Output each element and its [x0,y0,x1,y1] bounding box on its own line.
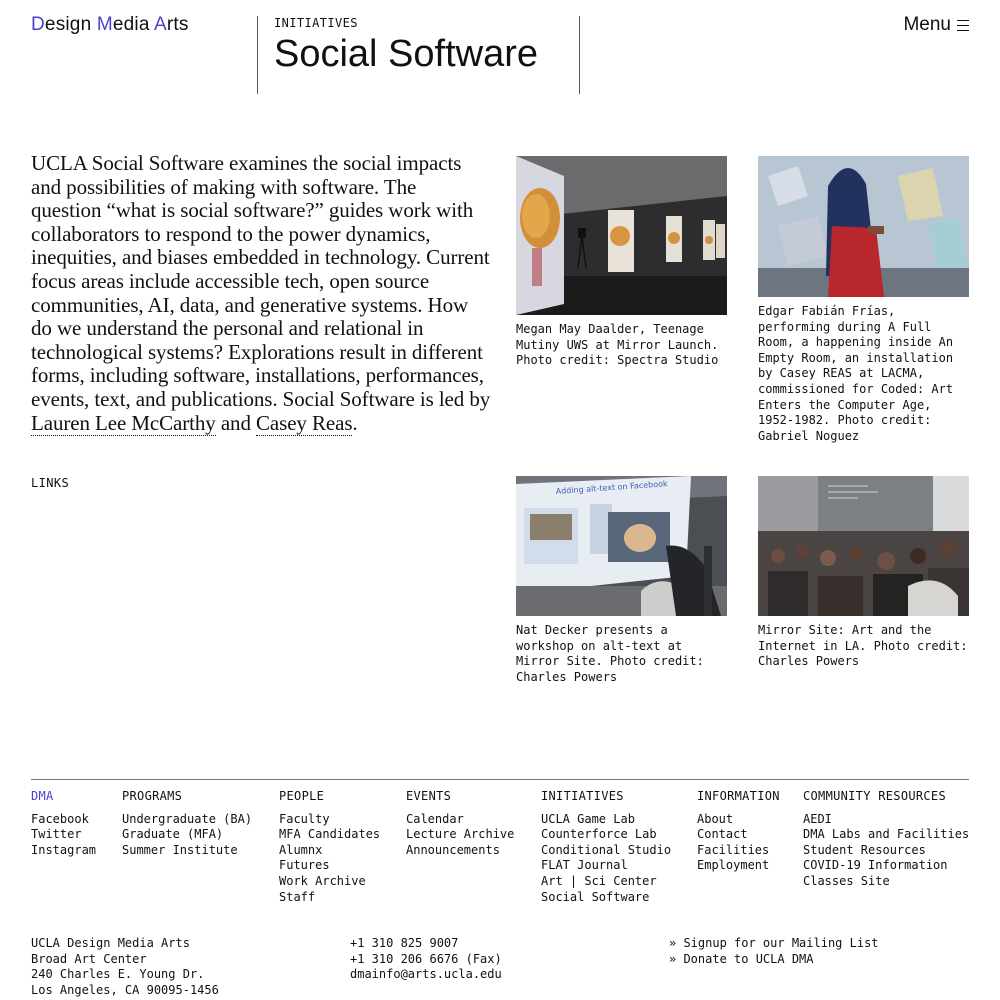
footer-heading-people[interactable]: PEOPLE [279,789,325,803]
footer-divider [31,779,969,780]
photo-mirror-site[interactable] [758,476,969,616]
footer-contact [350,936,502,983]
footer-link-dma-labs[interactable]: DMA Labs and Facilities [803,827,970,842]
footer-link-alumnx[interactable]: Alumnx [279,842,323,857]
footer-col-events [406,789,514,858]
address-line: Broad Art Center [31,951,147,966]
figure-full-room [758,156,969,444]
logo-letter-m: M [96,14,113,35]
footer-heading-dma[interactable]: DMA [31,789,54,803]
phone-number[interactable]: +1 310 825 9007 [350,936,459,950]
footer-link-employment[interactable]: Employment [697,858,770,873]
header-divider-right [579,16,580,94]
footer-link-summer-institute[interactable]: Summer Institute [122,842,238,857]
links-heading: LINKS [31,476,70,490]
footer-link-game-lab[interactable]: UCLA Game Lab [541,811,635,826]
address-line: Los Angeles, CA 90095-1456 [31,982,219,997]
footer-link-lecture-archive[interactable]: Lecture Archive [406,827,515,842]
footer-link-announcements[interactable]: Announcements [406,842,500,857]
section-kicker: INITIATIVES [274,16,358,30]
footer-col-programs [122,789,252,858]
address-line: UCLA Design Media Arts [31,936,190,950]
footer-col-information [697,789,780,874]
site-logo[interactable] [31,14,189,36]
address-line: 240 Charles E. Young Dr. [31,967,205,982]
footer-link-instagram[interactable]: Instagram [31,842,97,857]
footer-link-art-sci-center[interactable]: Art | Sci Center [541,873,657,888]
link-casey-reas[interactable]: Casey Reas [256,410,353,435]
caption-mirror-site: Mirror Site: Art and the Internet in LA. Photo credit: Charles Powers [758,623,968,669]
footer-col-community-resources [803,789,969,890]
footer-link-calendar[interactable]: Calendar [406,811,464,826]
menu-button[interactable] [903,14,969,36]
footer-link-counterforce-lab[interactable]: Counterforce Lab [541,827,657,842]
caption-alt-text-workshop: Nat Decker presents a workshop on alt-text at Mirror Site. Photo credit: Charles Powers [516,623,704,684]
footer-link-about[interactable]: About [697,811,734,826]
logo-text-rts: rts [166,14,189,35]
caption-teenage-mutiny: Megan May Daalder, Teenage Mutiny UWS at Mirror Launch. Photo credit: Spectra Studio [516,322,719,368]
email-link[interactable]: dmainfo@arts.ucla.edu [350,967,502,982]
footer-address [31,936,219,998]
footer-heading-information[interactable]: INFORMATION [697,789,780,803]
footer-link-faculty[interactable]: Faculty [279,811,330,826]
footer-link-aedi[interactable]: AEDI [803,811,832,826]
intro-paragraph [31,152,491,435]
figure-teenage-mutiny [516,156,727,369]
footer-link-graduate[interactable]: Graduate (MFA) [122,827,224,842]
footer-link-student-resources[interactable]: Student Resources [803,842,926,857]
footer-col-initiatives [541,789,671,905]
footer-col-dma [31,789,96,858]
figure-mirror-site [758,476,969,670]
photo-teenage-mutiny[interactable] [516,156,727,315]
footer-heading-community-resources[interactable]: COMMUNITY RESOURCES [803,789,946,803]
footer-link-social-software[interactable]: Social Software [541,889,650,904]
logo-letter-a: A [154,14,167,35]
footer-link-facilities[interactable]: Facilities [697,842,770,857]
logo-letter-d: D [31,14,45,35]
slide-title-text: Adding alt-text on Facebook [555,479,668,496]
footer-heading-events[interactable]: EVENTS [406,789,452,803]
logo-text-edia: edia [112,14,155,35]
footer-link-classes-site[interactable]: Classes Site [803,873,890,888]
header-divider-left [257,16,258,94]
footer-heading-programs[interactable]: PROGRAMS [122,789,183,803]
caption-full-room: Edgar Fabián Frías, performing during A Full Room, a happening inside An Empty Room, an installation by Casey REAS at LACMA, commissioned for Coded: Art Enters the Computer Age, 1952-1982. Photo credit: Gabriel Noguez [758,304,954,443]
figure-alt-text-workshop [516,476,727,685]
footer-link-undergraduate[interactable]: Undergraduate (BA) [122,811,253,826]
footer-link-futures[interactable]: Futures [279,858,330,873]
footer-heading-initiatives[interactable]: INITIATIVES [541,789,624,803]
intro-and: and [215,410,257,435]
intro-text: UCLA Social Software examines the social impacts and possibilities of making with software. The question “what is social software?” guides work with collaborators to respond to the power dynamics, inequities, and biases embedded in technology. Current focus areas include accessible tech, open source communities, AI, data, and generative systems. How do we understand the personal and relational in technological systems? Explorations result in different forms, including software, installations, performances, events, text, and publications. Social Software is led by [31,151,491,411]
footer-link-contact[interactable]: Contact [697,827,748,842]
footer-link-work-archive[interactable]: Work Archive [279,873,366,888]
footer-link-covid-info[interactable]: COVID-19 Information [803,858,948,873]
hamburger-icon [957,19,969,31]
footer-link-staff[interactable]: Staff [279,889,316,904]
footer-link-conditional-studio[interactable]: Conditional Studio [541,842,672,857]
footer-actions [669,936,879,967]
footer-link-twitter[interactable]: Twitter [31,827,82,842]
menu-label: Menu [903,14,951,35]
photo-alt-text-workshop[interactable] [516,476,727,616]
photo-full-room[interactable] [758,156,969,297]
fax-number: +1 310 206 6676 (Fax) [350,951,502,966]
footer-link-facebook[interactable]: Facebook [31,811,89,826]
footer-col-people [279,789,380,905]
intro-period: . [352,410,358,435]
footer-link-mfa-candidates[interactable]: MFA Candidates [279,827,381,842]
link-lauren-lee-mccarthy[interactable]: Lauren Lee McCarthy [31,410,216,435]
donate-link[interactable]: » Donate to UCLA DMA [669,951,814,966]
footer-link-flat-journal[interactable]: FLAT Journal [541,858,628,873]
logo-text-esign: esign [44,14,97,35]
page-title: Social Software [274,33,539,75]
mailing-list-link[interactable]: » Signup for our Mailing List [669,936,879,950]
